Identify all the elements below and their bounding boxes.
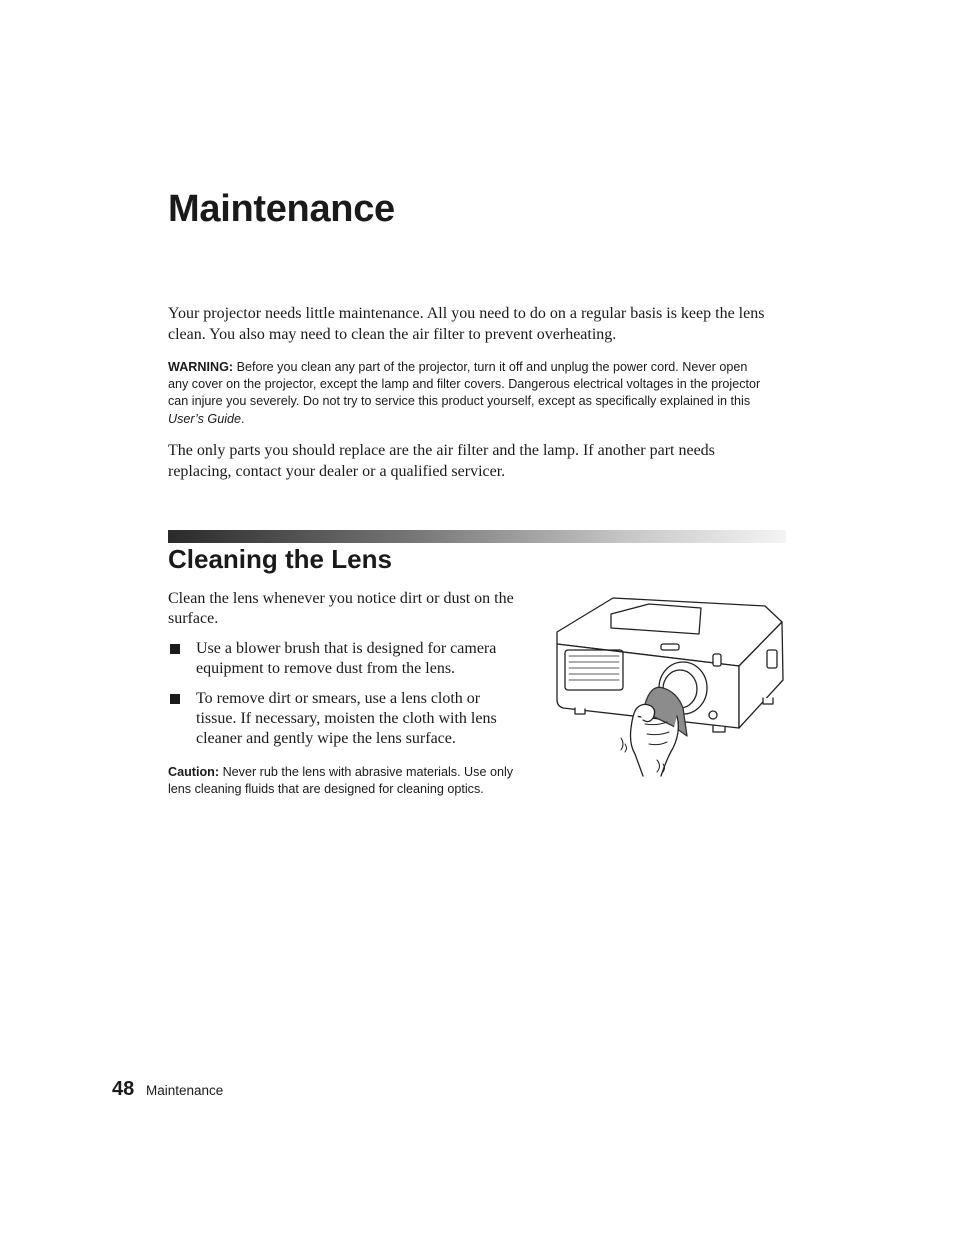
bullet-square-icon bbox=[170, 694, 180, 704]
page-title: Maintenance bbox=[168, 188, 395, 230]
list-item-text: To remove dirt or smears, use a lens cloth or tissue. If necessary, moisten the cloth with lens cleaner and gently wipe the lens surface. bbox=[196, 690, 497, 747]
footer-section-name: Maintenance bbox=[146, 1083, 224, 1098]
warning-guide-title: User’s Guide bbox=[168, 411, 242, 426]
warning-text: Before you clean any part of the projector, turn it off and unplug the power cord. Never open any cover on the projector, except the lamp and filter covers. Dangerous electrical voltages in the projector can injure you severely. Do not try to service this product yourself, except as specifically explained in this bbox=[168, 360, 761, 409]
warning-note bbox=[168, 359, 768, 428]
caution-label: Caution: bbox=[168, 765, 220, 779]
projector-cleaning-illustration bbox=[553, 588, 787, 778]
caution-note bbox=[168, 764, 523, 798]
bullet-square-icon bbox=[170, 644, 180, 654]
replace-parts-paragraph: The only parts you should replace are the air filter and the lamp. If another part needs replacing, contact your dealer or a qualified servicer. bbox=[168, 442, 715, 480]
caution-text: Never rub the lens with abrasive materials. Use only lens cleaning fluids that are designed for cleaning optics. bbox=[168, 765, 514, 797]
list-item bbox=[168, 689, 518, 749]
warning-period: . bbox=[241, 411, 245, 426]
section-title: Cleaning the Lens bbox=[168, 544, 392, 574]
list-item-text: Use a blower brush that is designed for camera equipment to remove dust from the lens. bbox=[196, 640, 497, 677]
page-number: 48 bbox=[112, 1078, 135, 1100]
section-intro: Clean the lens whenever you notice dirt or dust on the surface. bbox=[168, 590, 514, 627]
intro-paragraph: Your projector needs little maintenance. All you need to do on a regular basis is keep the lens clean. You also may need to clean the air filter to prevent overheating. bbox=[168, 305, 765, 343]
warning-label: WARNING: bbox=[168, 360, 234, 374]
list-item bbox=[168, 639, 518, 679]
